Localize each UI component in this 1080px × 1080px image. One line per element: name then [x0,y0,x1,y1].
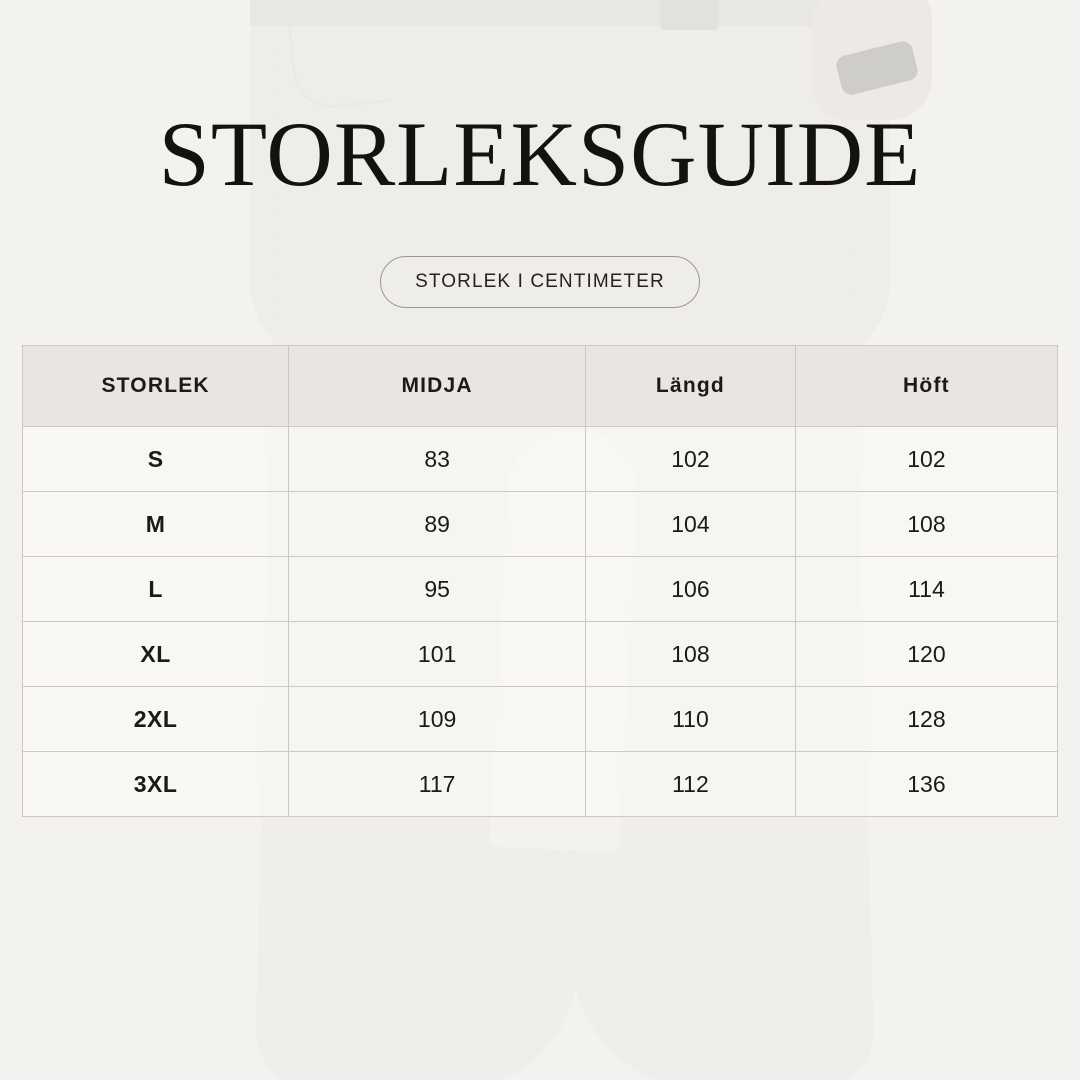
page-title: STORLEKSGUIDE [158,103,922,205]
size-table-head [23,346,1057,427]
table-row [23,752,1057,817]
cell-size: 2XL [23,687,289,752]
cell-langd: 110 [585,687,795,752]
cell-midja: 89 [289,492,586,557]
unit-badge-wrapper [0,256,1080,308]
cell-langd: 102 [585,427,795,492]
cell-midja: 117 [289,752,586,817]
cell-hoft: 102 [795,427,1057,492]
cell-hoft: 120 [795,622,1057,687]
cell-langd: 112 [585,752,795,817]
cell-hoft: 108 [795,492,1057,557]
table-row [23,622,1057,687]
size-table [23,346,1057,817]
table-row [23,427,1057,492]
column-header-hoft: Höft [795,346,1057,427]
cell-hoft: 136 [795,752,1057,817]
table-row [23,557,1057,622]
cell-midja: 109 [289,687,586,752]
column-header-midja: MIDJA [289,346,586,427]
cell-midja: 101 [289,622,586,687]
cell-langd: 108 [585,622,795,687]
cell-midja: 95 [289,557,586,622]
cell-langd: 106 [585,557,795,622]
cell-size: S [23,427,289,492]
size-table-body [23,427,1057,817]
size-table-wrapper [22,345,1058,817]
cell-midja: 83 [289,427,586,492]
cell-size: M [23,492,289,557]
table-row [23,492,1057,557]
cell-size: 3XL [23,752,289,817]
column-header-storlek: STORLEK [23,346,289,427]
cell-langd: 104 [585,492,795,557]
cell-hoft: 128 [795,687,1057,752]
table-header-row [23,346,1057,427]
table-row [23,687,1057,752]
unit-badge: STORLEK I CENTIMETER [380,256,700,308]
cell-size: XL [23,622,289,687]
cell-hoft: 114 [795,557,1057,622]
column-header-langd: Längd [585,346,795,427]
cell-size: L [23,557,289,622]
